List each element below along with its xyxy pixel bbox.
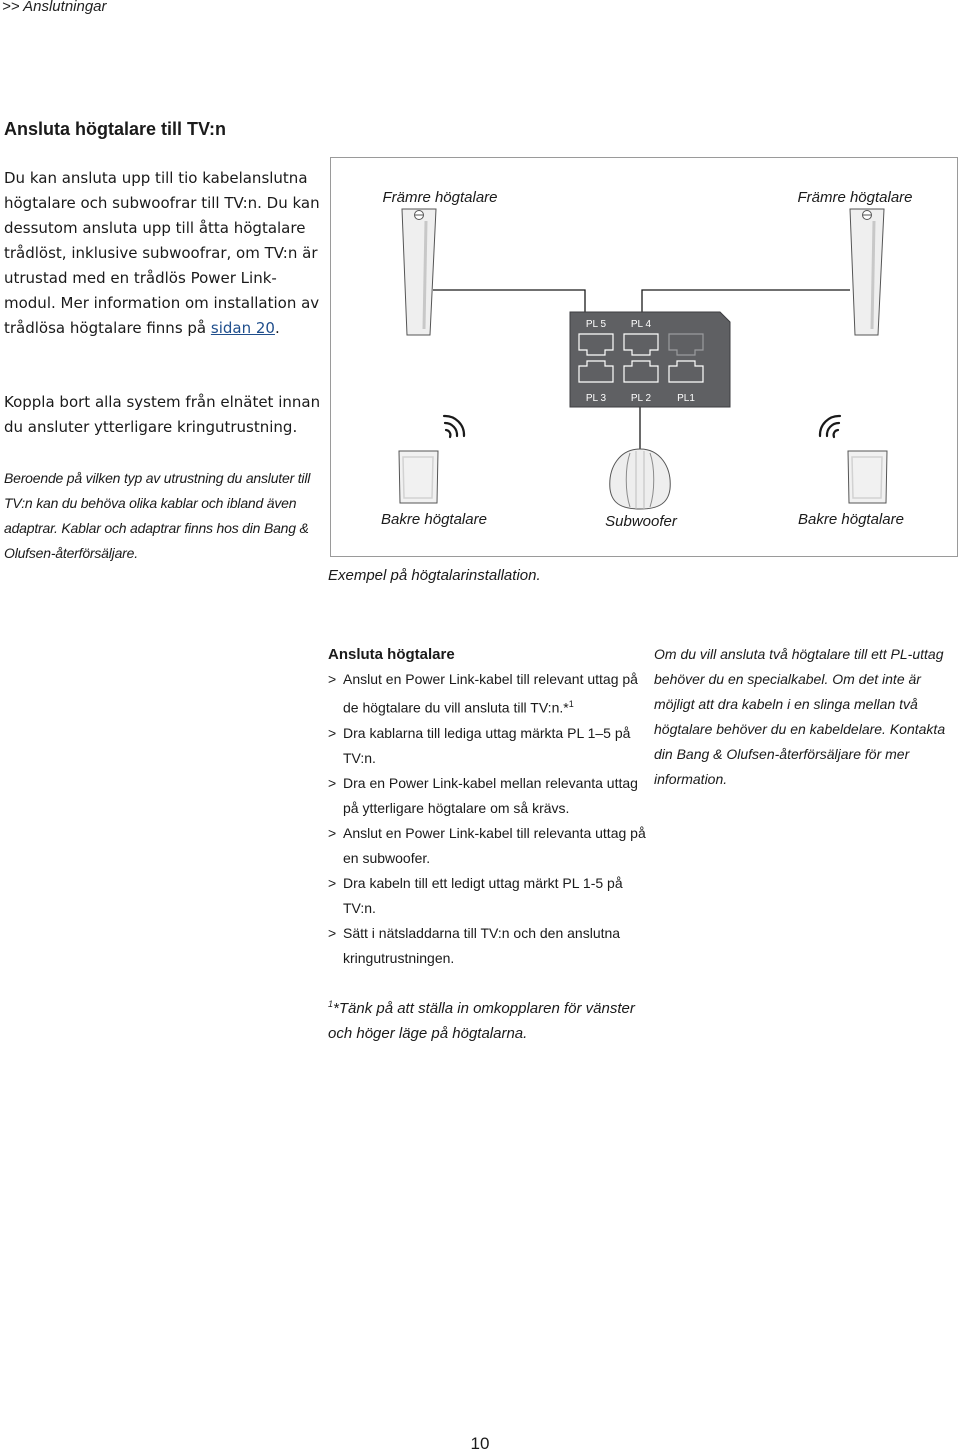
label-subwoofer: Subwoofer <box>605 513 677 530</box>
steps-section <box>328 642 648 971</box>
steps-list <box>328 667 648 971</box>
port-label-pl1: PL1 <box>677 393 695 404</box>
rear-right-speaker <box>848 451 887 503</box>
label-front-right: Främre högtalare <box>797 189 913 206</box>
step-marker: > <box>328 874 337 891</box>
step-item <box>328 871 648 921</box>
footnote-ref: 1 <box>568 699 574 709</box>
speaker-diagram <box>330 157 958 557</box>
front-right-speaker <box>850 209 884 335</box>
front-left-speaker <box>402 209 436 335</box>
intro-text: Du kan ansluta upp till tio kabelanslutna högtalare och subwoofrar till TV:n. Du kan dessutom ansluta upp till åtta högtalare trådlöst, inklusive subwoofrar, om TV:n är utrustad med en trådlös Power Link-modul. Mer information om installation av trådlösa högtalare finns på <box>4 169 320 337</box>
port-label-pl2: PL 2 <box>630 393 652 404</box>
label-rear-left: Bakre högtalare <box>381 511 487 528</box>
step-item <box>328 771 648 821</box>
tv-connector-panel <box>570 312 730 407</box>
page-number: 10 <box>470 1434 490 1453</box>
tip-paragraph: Om du vill ansluta två högtalare till ett PL-uttag behöver du en specialkabel. Om det inte är möjligt att dra kabeln i en slinga mellan två högtalare behöver du en kabeldelare. Kontakta din Bang & Olufsen-återförsäljare för mer information. <box>654 646 946 787</box>
breadcrumb[interactable]: >> Anslutningar <box>2 0 107 15</box>
step-item <box>328 667 648 721</box>
intro-paragraph <box>4 166 324 341</box>
page-link[interactable]: sidan 20 <box>210 319 275 337</box>
port-label-pl5: PL 5 <box>585 319 607 330</box>
label-front-left: Främre högtalare <box>382 189 498 206</box>
step-text: Anslut en Power Link-kabel till relevant uttag på de högtalare du vill ansluta till TV:n.* <box>343 671 638 716</box>
step-text: Dra kablarna till lediga uttag märkta PL 1–5 på TV:n. <box>343 724 631 766</box>
footnote-text: *Tänk på att ställa in omkopplaren för vänster och höger läge på högtalarna. <box>328 1000 635 1042</box>
rear-left-speaker <box>399 451 438 503</box>
step-text: Sätt i nätsladdarna till TV:n och den anslutna kringutrustningen. <box>343 924 621 966</box>
step-text: Dra kabeln till ett ledigt uttag märkt PL 1-5 på TV:n. <box>343 874 623 916</box>
step-marker: > <box>328 824 337 841</box>
steps-heading: Ansluta högtalare <box>328 646 455 663</box>
step-text: Dra en Power Link-kabel mellan relevanta uttag på ytterligare högtalare om så krävs. <box>343 774 638 816</box>
warning-paragraph: Koppla bort alla system från elnätet innan du ansluter ytterligare kringutrustning. <box>4 393 321 436</box>
page-title: Ansluta högtalare till TV:n <box>4 119 227 139</box>
step-item <box>328 721 648 771</box>
subwoofer <box>610 449 670 509</box>
footnote <box>328 992 648 1046</box>
figure-caption: Exempel på högtalarinstallation. <box>328 567 541 584</box>
step-marker: > <box>328 774 337 791</box>
step-text: Anslut en Power Link-kabel till relevanta uttag på en subwoofer. <box>343 824 646 866</box>
port-label-pl4: PL 4 <box>630 319 652 330</box>
speaker-diagram-svg <box>330 157 958 557</box>
step-item <box>328 821 648 871</box>
label-rear-right: Bakre högtalare <box>798 511 904 528</box>
step-marker: > <box>328 671 337 687</box>
step-item <box>328 921 648 971</box>
step-marker: > <box>328 724 337 741</box>
step-marker: > <box>328 924 337 941</box>
note-paragraph: Beroende på vilken typ av utrustning du ansluter till TV:n kan du behöva olika kablar och ibland även adaptrar. Kablar och adaptrar finns hos din Bang & Olufsen-återförsäljare. <box>4 470 311 561</box>
intro-end: . <box>274 319 280 337</box>
footnote-marker: 1 <box>328 999 334 1009</box>
port-label-pl3: PL 3 <box>585 393 607 404</box>
